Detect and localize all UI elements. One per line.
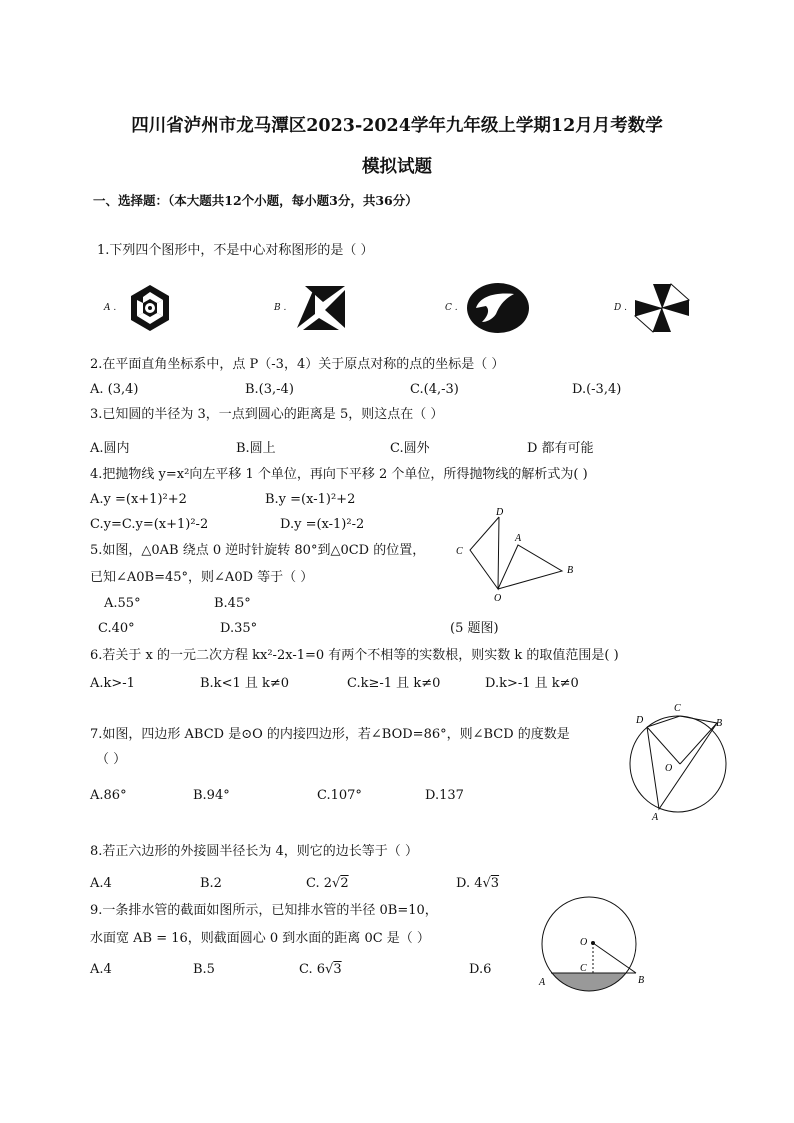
q7-inscribed-quadrilateral-figure [628, 700, 732, 822]
q6-option-a: A.k>-1 [90, 676, 135, 691]
q9-option-b: B.5 [193, 962, 215, 977]
q5-label-a: A [515, 533, 522, 544]
q5-label-d: D [496, 507, 504, 518]
q7-line2: （ ） [96, 752, 127, 767]
q9-line2: 水面宽 AB = 16，则截面圆心 0 到水面的距离 0C 是（ ） [90, 931, 430, 946]
q2-option-c: C.(4,-3) [410, 382, 459, 397]
sqrt-sign: √ [332, 876, 341, 891]
q1-option-b: B . [274, 303, 287, 313]
q1-stem: 1.下列四个图形中，不是中心对称图形的是（ ） [97, 243, 374, 258]
sqrt-sign: √ [482, 876, 491, 891]
q9-label-b: B [638, 975, 645, 986]
q4-option-c: C.y=C.y=(x+1)²-2 [90, 517, 209, 532]
q4-option-d: D.y =(x-1)²-2 [280, 517, 365, 532]
q3-option-b: B.圆上 [236, 441, 276, 456]
q7-line1: 7.如图，四边形 ABCD 是⊙O 的内接四边形，若∠BOD=86°，则∠BCD 的度数是 [90, 727, 570, 742]
q3-option-d: D 都有可能 [527, 441, 594, 456]
sqrt-sign: √ [325, 962, 334, 977]
q8-option-c: C. 2√2 [306, 876, 349, 891]
q7-label-a: A [652, 812, 659, 823]
q3-option-c: C.圆外 [390, 441, 430, 456]
q5-caption: (5 题图) [450, 621, 499, 636]
section-heading: 一、选择题：（本大题共12个小题，每小题3分，共36分） [93, 193, 418, 208]
q5-rotation-figure [450, 505, 585, 605]
q5-line1: 5.如图，△0AB 绕点 0 逆时针旋转 80°到△0CD 的位置， [90, 543, 426, 558]
q5-label-b: B [567, 565, 574, 576]
q7-option-a: A.86° [90, 788, 127, 803]
q1-option-a: A . [104, 303, 117, 313]
q9-option-a: A.4 [90, 962, 112, 977]
q9-label-a: A [539, 977, 546, 988]
q7-label-o: O [665, 763, 673, 774]
q2-option-b: B.(3,-4) [245, 382, 294, 397]
q5-option-c: C.40° [98, 621, 135, 636]
q8-stem: 8.若正六边形的外接圆半径长为 4，则它的边长等于（ ） [90, 844, 418, 859]
q7-option-d: D.137 [425, 788, 464, 803]
four-petal-figure [633, 282, 691, 334]
q9-pipe-cross-section-figure [535, 898, 655, 998]
q2-stem: 2.在平面直角坐标系中，点 P（-3，4）关于原点对称的点的坐标是（ ） [90, 357, 505, 372]
q5-line2: 已知∠A0B=45°，则∠A0D 等于（ ） [90, 570, 314, 585]
q7-option-b: B.94° [193, 788, 230, 803]
q9-label-o: O [580, 937, 588, 948]
page-subtitle: 模拟试题 [362, 157, 432, 177]
q6-stem: 6.若关于 x 的一元二次方程 kx²-2x-1=0 有两个不相等的实数根，则实数 k 的取值范围是( ) [90, 648, 619, 663]
q5-option-b: B.45° [214, 596, 251, 611]
q4-option-b: B.y =(x-1)²+2 [265, 492, 356, 507]
q5-option-a: A.55° [104, 596, 141, 611]
q8-option-a: A.4 [90, 876, 112, 891]
hexagon-swirl-figure [126, 283, 174, 333]
q8-option-d: D. 4√3 [456, 876, 500, 891]
q7-label-c: C [674, 703, 681, 714]
q7-label-d: D [636, 715, 644, 726]
q9-option-c: C. 6√3 [299, 962, 342, 977]
q7-label-b: B [716, 718, 723, 729]
q7-option-c: C.107° [317, 788, 362, 803]
q5-option-d: D.35° [220, 621, 258, 636]
pinwheel-figure [295, 284, 347, 332]
q6-option-b: B.k<1 且 k≠0 [200, 676, 290, 691]
q5-label-o: O [494, 593, 502, 604]
q9-line1: 9.一条排水管的截面如图所示，已知排水管的半径 0B=10， [90, 903, 438, 918]
q3-option-a: A.圆内 [90, 441, 130, 456]
q6-option-c: C.k≥-1 且 k≠0 [347, 676, 441, 691]
water-region [535, 973, 655, 1003]
q3-stem: 3.已知圆的半径为 3，一点到圆心的距离是 5，则这点在（ ） [90, 407, 444, 422]
q5-label-c: C [456, 546, 463, 557]
q4-stem: 4.把抛物线 y=x²向左平移 1 个单位，再向下平移 2 个单位，所得抛物线的解析式为( ) [90, 467, 588, 482]
q4-option-a: A.y =(x+1)²+2 [90, 492, 187, 507]
q2-option-a: A. (3,4) [90, 382, 139, 397]
q6-option-d: D.k>-1 且 k≠0 [485, 676, 579, 691]
q2-option-d: D.(-3,4) [572, 382, 622, 397]
q1-option-c: C . [445, 303, 458, 313]
circle-emblem-figure [466, 282, 530, 334]
q1-option-d: D . [614, 303, 627, 313]
q8-option-b: B.2 [200, 876, 222, 891]
page-title: 四川省泸州市龙马潭区2023-2024学年九年级上学期12月月考数学 [131, 116, 663, 136]
q9-label-c: C [580, 963, 587, 974]
q9-option-d: D.6 [469, 962, 492, 977]
